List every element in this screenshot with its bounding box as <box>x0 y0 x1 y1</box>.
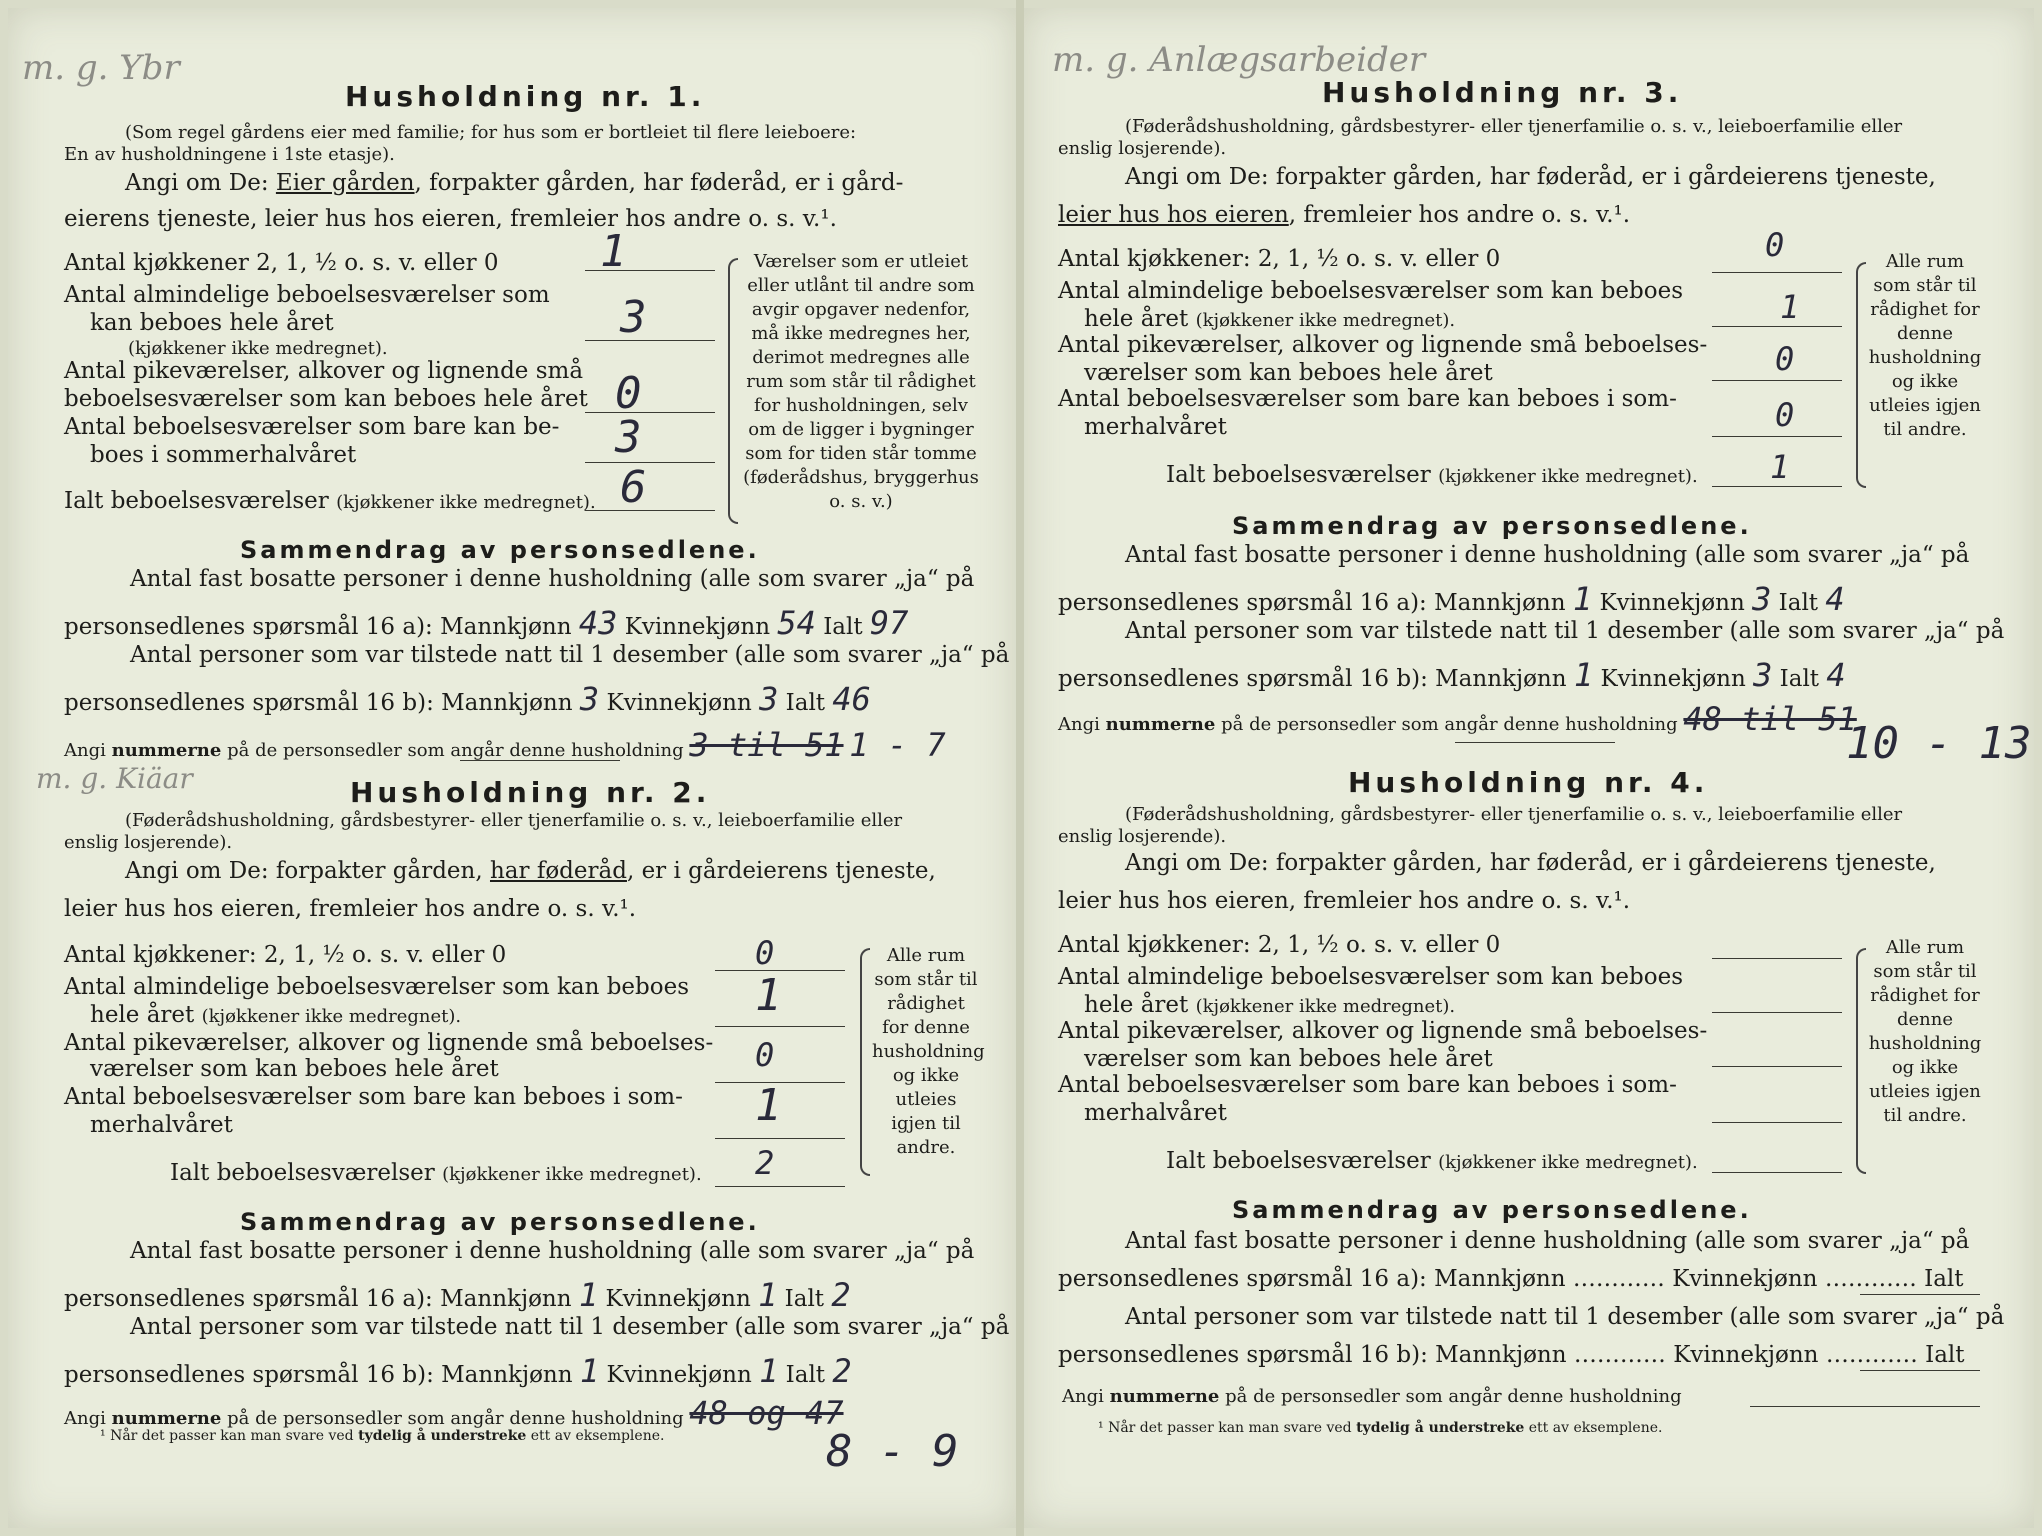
h3-s2-line2 <box>1058 656 1846 694</box>
h2-s2-men: 1 <box>579 1352 600 1390</box>
h4-answer-line <box>1712 1012 1842 1013</box>
h4-note-line2: enslig losjerende). <box>1058 826 1227 847</box>
h1-q-summer-b: boes i sommerhalvåret <box>90 442 357 468</box>
h2-q-total-label: Ialt beboelsesværelser <box>170 1160 435 1186</box>
h1-angi-line1 <box>125 170 903 196</box>
h2-s2-label: personsedlenes spørsmål 16 b): Mannkjønn <box>64 1362 573 1388</box>
h2-s1-label: personsedlenes spørsmål 16 a): Mannkjønn <box>64 1286 572 1312</box>
h2-numbers-label-c: på de personsedler som angår denne husholdning <box>227 1408 684 1429</box>
h2-s1-total: 2 <box>831 1276 851 1314</box>
h2-s1-men: 1 <box>578 1276 599 1314</box>
h1-angi-label: Angi om De: <box>125 170 269 196</box>
h2-answer-line <box>715 1138 845 1139</box>
h1-numbers-label-c: på de personsedler som angår denne husholdning <box>227 740 684 761</box>
h1-answer-kitchens: 1 <box>600 226 627 277</box>
h3-q-small-a: Antal pikeværelser, alkover og lignende små beboelses- <box>1058 332 1708 358</box>
h3-answer-summer-rooms: 0 <box>1775 396 1795 434</box>
h3-q-total-note: (kjøkkener ikke medregnet). <box>1438 466 1698 487</box>
h4-footnote-a: ¹ Når det passer kan man svare ved <box>1098 1420 1352 1436</box>
h2-q-rooms-b-label: hele året <box>90 1002 195 1028</box>
h3-numbers-struck: 48 til 51 <box>1683 700 1857 738</box>
h3-answer-line <box>1712 272 1842 273</box>
h4-numbers-label-c: på de personsedler som angår denne husholdning <box>1225 1386 1682 1407</box>
h4-title: Husholdning nr. 4. <box>1348 766 1709 799</box>
h3-s2-total-label: Ialt <box>1779 666 1820 692</box>
h3-q-rooms-b-label: hele året <box>1084 306 1189 332</box>
pencil-note-h3: m. g. Anlægsarbeider <box>1052 40 1426 80</box>
h1-s1-women: 54 <box>777 604 816 642</box>
h1-q-kitchens: Antal kjøkkener 2, 1, ½ o. s. v. eller 0 <box>64 250 499 276</box>
h4-s2-label: personsedlenes spørsmål 16 b): Mannkjønn <box>1058 1342 1567 1368</box>
h2-angi-selected: har føderåd <box>489 858 627 884</box>
h4-s2-line2 <box>1058 1342 1965 1368</box>
h3-s1-women-label: Kvinnekjønn <box>1599 590 1745 616</box>
h2-brace <box>860 948 870 1176</box>
h1-answer-small-rooms: 0 <box>615 368 642 419</box>
h1-numbers-label-b: nummerne <box>111 740 222 761</box>
h1-s2-total-label: Ialt <box>785 690 826 716</box>
h3-s2-women-label: Kvinnekjønn <box>1600 666 1746 692</box>
h3-angi-rest: , fremleier hos andre o. s. v.¹. <box>1288 202 1631 228</box>
h2-footnote-a: ¹ Når det passer kan man svare ved <box>100 1428 354 1444</box>
h4-q-summer-b: merhalvåret <box>1084 1100 1227 1126</box>
h4-angi-line2: leier hus hos eieren, fremleier hos andre o. s. v.¹. <box>1058 888 1631 914</box>
h3-q-summer-b: merhalvåret <box>1084 414 1227 440</box>
h1-s2-total: 46 <box>832 680 871 718</box>
h3-q-rooms-b-note: (kjøkkener ikke medregnet). <box>1195 310 1456 331</box>
h4-s2-women-blank: ………… <box>1825 1342 1918 1368</box>
h4-q-total <box>1166 1148 1698 1174</box>
h4-s1-label: personsedlenes spørsmål 16 a): Mannkjønn <box>1058 1266 1566 1292</box>
h1-s2-men: 3 <box>579 680 600 718</box>
h3-end-rule <box>1455 742 1615 743</box>
h4-q-small-b: værelser som kan beboes hele året <box>1084 1046 1493 1072</box>
h3-brace <box>1856 262 1866 488</box>
h2-s2-line1: Antal personer som var tilstede natt til 1 desember (alle som svarer „ja“ på <box>130 1314 1010 1340</box>
h3-q-rooms-a: Antal almindelige beboelsesværelser som kan beboes <box>1058 278 1684 304</box>
h3-s2-label: personsedlenes spørsmål 16 b): Mannkjønn <box>1058 666 1567 692</box>
h2-q-total-note: (kjøkkener ikke medregnet). <box>442 1164 702 1185</box>
h2-q-small-b: værelser som kan beboes hele året <box>90 1056 499 1082</box>
h1-answer-rooms: 3 <box>620 292 647 343</box>
h4-s1-women-label: Kvinnekjønn <box>1672 1266 1818 1292</box>
h2-answer-total: 2 <box>755 1144 775 1182</box>
h2-answer-small-rooms: 0 <box>755 1036 775 1074</box>
h3-q-total <box>1166 462 1698 488</box>
h1-q-total-note: (kjøkkener ikke medregnet). <box>336 492 596 513</box>
h1-summary-title: Sammendrag av personsedlene. <box>240 536 760 564</box>
h1-s2-women: 3 <box>759 680 779 718</box>
h1-q-rooms-b: kan beboes hele året <box>90 310 334 336</box>
h2-s2-line2 <box>64 1352 852 1390</box>
h3-answer-line <box>1712 486 1842 487</box>
h2-q-total <box>170 1160 702 1186</box>
h2-answer-rooms: 1 <box>755 970 782 1021</box>
h1-answer-line <box>585 412 715 413</box>
h4-q-rooms-b <box>1084 992 1455 1018</box>
h3-s1-total-label: Ialt <box>1778 590 1819 616</box>
h3-s1-line1: Antal fast bosatte personer i denne husholdning (alle som svarer „ja“ på <box>1125 542 1970 568</box>
h4-summary-title: Sammendrag av personsedlene. <box>1232 1196 1752 1224</box>
h3-answer-total: 1 <box>1770 448 1790 486</box>
h3-answer-line <box>1712 326 1842 327</box>
h3-q-rooms-b <box>1084 306 1455 332</box>
h3-q-summer-a: Antal beboelsesværelser som bare kan beboes i som- <box>1058 386 1677 412</box>
h1-title: Husholdning nr. 1. <box>345 80 706 113</box>
h3-numbers-label-a: Angi <box>1058 714 1100 735</box>
h3-numbers-label-c: på de personsedler som angår denne husholdning <box>1221 714 1678 735</box>
h2-s1-women-label: Kvinnekjønn <box>605 1286 751 1312</box>
h3-side-note: Alle rum som står til rådighet for denne husholdning og ikke utleies igjen til andre. <box>1868 251 1982 440</box>
h4-s2-total-line <box>1860 1370 1980 1371</box>
h1-s2-women-label: Kvinnekjønn <box>606 690 752 716</box>
h1-q-total-label: Ialt beboelsesværelser <box>64 488 329 514</box>
h3-s1-women: 3 <box>1752 580 1772 618</box>
h3-numbers-label-b: nummerne <box>1105 714 1216 735</box>
page-fold <box>1016 0 1024 1536</box>
h4-q-rooms-a: Antal almindelige beboelsesværelser som kan beboes <box>1058 964 1684 990</box>
h1-s1-men: 43 <box>578 604 618 642</box>
h4-answer-line <box>1712 1172 1842 1173</box>
h4-q-kitchens: Antal kjøkkener: 2, 1, ½ o. s. v. eller 0 <box>1058 932 1501 958</box>
h3-answer-kitchens: 0 <box>1765 226 1785 264</box>
h3-answer-line <box>1712 436 1842 437</box>
h3-s1-line2 <box>1058 580 1845 618</box>
h2-numbers-value: 8 - 9 <box>826 1426 959 1477</box>
h1-note-line1: (Som regel gårdens eier med familie; for hus som er bortleiet til flere leieboere: <box>125 122 857 143</box>
h3-q-total-label: Ialt beboelsesværelser <box>1166 462 1431 488</box>
h4-answer-line <box>1712 1066 1842 1067</box>
h1-numbers-label-a: Angi <box>64 740 106 761</box>
h2-answer-line <box>715 1186 845 1187</box>
h1-s1-women-label: Kvinnekjønn <box>624 614 771 640</box>
h1-numbers-line <box>64 726 946 764</box>
h4-numbers-line <box>1062 1386 1682 1407</box>
h4-answer-line <box>1712 958 1842 959</box>
h2-q-summer-a: Antal beboelsesværelser som bare kan beboes i som- <box>64 1084 683 1110</box>
h1-angi-rest: , forpakter gården, har føderåd, er i gård- <box>414 170 904 196</box>
h2-s2-women-label: Kvinnekjønn <box>606 1362 752 1388</box>
h2-numbers-label-a: Angi <box>64 1408 106 1429</box>
h2-angi-line2: leier hus hos eieren, fremleier hos andre o. s. v.¹. <box>64 896 637 922</box>
h2-footnote-b: tydelig å understreke <box>358 1428 527 1444</box>
h1-brace <box>728 258 738 524</box>
h4-answer-line <box>1712 1122 1842 1123</box>
h4-s2-line1: Antal personer som var tilstede natt til 1 desember (alle som svarer „ja“ på <box>1125 1304 2005 1330</box>
h1-q-summer-a: Antal beboelsesværelser som bare kan be- <box>64 414 560 440</box>
h3-s1-total: 4 <box>1825 580 1845 618</box>
h4-angi-line1: Angi om De: forpakter gården, har føderåd, er i gårdeierens tjeneste, <box>1125 850 1936 876</box>
h3-angi-selected: leier hus hos eieren <box>1058 202 1289 228</box>
h4-footnote-c: ett av eksemplene. <box>1528 1420 1663 1436</box>
h2-s1-line2 <box>64 1276 851 1314</box>
h2-q-small-a: Antal pikeværelser, alkover og lignende små beboelses- <box>64 1030 714 1056</box>
h1-angi-line2: eierens tjeneste, leier hus hos eieren, fremleier hos andre o. s. v.¹. <box>64 206 837 232</box>
h1-q-small-a: Antal pikeværelser, alkover og lignende små <box>64 358 584 384</box>
h2-title: Husholdning nr. 2. <box>350 776 711 809</box>
h3-answer-line <box>1712 380 1842 381</box>
h3-angi-line2 <box>1058 202 1630 228</box>
h2-s1-total-label: Ialt <box>784 1286 825 1312</box>
h2-s1-women: 1 <box>758 1276 778 1314</box>
h2-footnote-c: ett av eksemplene. <box>530 1428 665 1444</box>
h2-side-note: Alle rum som står til rådighet for denne husholdning og ikke utleies igjen til andre. <box>872 945 985 1158</box>
h1-s2-label: personsedlenes spørsmål 16 b): Mannkjønn <box>64 690 573 716</box>
h4-s1-total-line <box>1860 1294 1980 1295</box>
h4-q-rooms-b-label: hele året <box>1084 992 1189 1018</box>
h1-q-rooms-c: (kjøkkener ikke medregnet). <box>128 338 388 359</box>
h2-numbers-struck: 48 og 47 <box>689 1394 844 1432</box>
h1-numbers-struck: 3 til 51 <box>689 726 844 764</box>
h4-q-small-a: Antal pikeværelser, alkover og lignende små beboelses- <box>1058 1018 1708 1044</box>
h1-s2-line1: Antal personer som var tilstede natt til 1 desember (alle som svarer „ja“ på <box>130 642 1010 668</box>
h2-q-rooms-b <box>90 1002 461 1028</box>
h3-angi-line1: Angi om De: forpakter gården, har føderåd, er i gårdeierens tjeneste, <box>1125 164 1936 190</box>
h4-s1-line2 <box>1058 1266 1964 1292</box>
h4-s2-total-label: Ialt <box>1925 1342 1965 1368</box>
h4-footnote <box>1098 1420 1662 1436</box>
h2-note-line1: (Føderådshusholdning, gårdsbestyrer- eller tjenerfamilie o. s. v., leieboerfamilie eller <box>125 810 903 831</box>
h4-numbers-label-a: Angi <box>1062 1386 1104 1407</box>
h1-s2-line2 <box>64 680 871 718</box>
h1-answer-line <box>585 462 715 463</box>
h3-note-line1: (Føderådshusholdning, gårdsbestyrer- eller tjenerfamilie o. s. v., leieboerfamilie eller <box>1125 116 1903 137</box>
h4-s1-total-label: Ialt <box>1924 1266 1964 1292</box>
h3-s2-total: 4 <box>1826 656 1846 694</box>
h1-q-rooms-a: Antal almindelige beboelsesværelser som <box>64 282 550 308</box>
h2-numbers-label-b: nummerne <box>111 1408 222 1429</box>
h2-q-rooms-b-note: (kjøkkener ikke medregnet). <box>201 1006 462 1027</box>
h1-s1-label: personsedlenes spørsmål 16 a): Mannkjønn <box>64 614 572 640</box>
h1-answer-total: 6 <box>620 462 647 513</box>
h4-s2-women-label: Kvinnekjønn <box>1673 1342 1819 1368</box>
pencil-note-h1: m. g. Ybr <box>22 48 180 88</box>
h4-q-total-label: Ialt beboelsesværelser <box>1166 1148 1431 1174</box>
h4-s1-men-blank: ………… <box>1572 1266 1665 1292</box>
h2-answer-line <box>715 1026 845 1027</box>
h4-note-line1: (Føderådshusholdning, gårdsbestyrer- eller tjenerfamilie o. s. v., leieboerfamilie eller <box>1125 804 1903 825</box>
h4-s1-line1: Antal fast bosatte personer i denne husholdning (alle som svarer „ja“ på <box>1125 1228 1970 1254</box>
h1-numbers-value: 1 - 7 <box>849 726 946 764</box>
h4-numbers-line-blank <box>1750 1406 1980 1407</box>
h4-s1-women-blank: ………… <box>1824 1266 1917 1292</box>
h2-s2-total: 2 <box>832 1352 852 1390</box>
h1-answer-summer-rooms: 3 <box>615 412 642 463</box>
h3-title: Husholdning nr. 3. <box>1322 76 1683 109</box>
h3-numbers-line <box>1058 700 1857 738</box>
h3-answer-rooms: 1 <box>1780 288 1800 326</box>
h4-q-summer-a: Antal beboelsesværelser som bare kan beboes i som- <box>1058 1072 1677 1098</box>
h3-s1-label: personsedlenes spørsmål 16 a): Mannkjønn <box>1058 590 1566 616</box>
h4-footnote-b: tydelig å understreke <box>1356 1420 1525 1436</box>
h3-s2-men: 1 <box>1573 656 1594 694</box>
h3-numbers-value: 10 - 13 <box>1846 718 2032 769</box>
h3-q-small-b: værelser som kan beboes hele året <box>1084 360 1493 386</box>
h2-angi-line1 <box>125 858 936 884</box>
h2-q-kitchens: Antal kjøkkener: 2, 1, ½ o. s. v. eller 0 <box>64 942 507 968</box>
h3-summary-title: Sammendrag av personsedlene. <box>1232 512 1752 540</box>
h4-q-total-note: (kjøkkener ikke medregnet). <box>1438 1152 1698 1173</box>
h3-s1-men: 1 <box>1572 580 1593 618</box>
h3-s2-women: 3 <box>1753 656 1773 694</box>
h3-answer-small-rooms: 0 <box>1775 340 1795 378</box>
h3-q-kitchens: Antal kjøkkener: 2, 1, ½ o. s. v. eller 0 <box>1058 246 1501 272</box>
h1-answer-line <box>585 340 715 341</box>
h2-numbers-line <box>64 1394 844 1432</box>
h1-s1-total: 97 <box>869 604 909 642</box>
h2-angi-rest: , er i gårdeierens tjeneste, <box>626 858 936 884</box>
h1-s1-total-label: Ialt <box>823 614 863 640</box>
h2-answer-summer-rooms: 1 <box>755 1080 782 1131</box>
h1-q-small-b: beboelsesværelser som kan beboes hele året <box>64 386 588 412</box>
h3-note-line2: enslig losjerende). <box>1058 138 1227 159</box>
h4-side-note: Alle rum som står til rådighet for denne husholdning og ikke utleies igjen til andre. <box>1868 937 1982 1126</box>
h4-numbers-label-b: nummerne <box>1109 1386 1220 1407</box>
h2-q-summer-b: merhalvåret <box>90 1112 233 1138</box>
h3-s2-line1: Antal personer som var tilstede natt til 1 desember (alle som svarer „ja“ på <box>1125 618 2005 644</box>
h2-s2-women: 1 <box>759 1352 779 1390</box>
h2-angi-label: Angi om De: forpakter gården, <box>125 858 483 884</box>
h2-summary-title: Sammendrag av personsedlene. <box>240 1208 760 1236</box>
h1-end-rule <box>460 760 620 761</box>
h2-s1-line1: Antal fast bosatte personer i denne husholdning (alle som svarer „ja“ på <box>130 1238 975 1264</box>
h4-brace <box>1856 948 1866 1174</box>
pencil-note-h2: m. g. Kiäar <box>36 762 193 795</box>
h2-answer-kitchens: 0 <box>755 934 775 972</box>
h1-side-note: Værelser som er utleiet eller utlånt til andre som avgir opgaver nedenfor, må ikke medregnes her, derimot medregnes alle rum som står til rådighet for husholdningen, selv om de ligger i bygninger som for tiden står tomme (føderådshus, bryggerhus o. s. v.) <box>743 251 979 512</box>
h1-s1-line1: Antal fast bosatte personer i denne husholdning (alle som svarer „ja“ på <box>130 566 975 592</box>
h2-q-rooms-a: Antal almindelige beboelsesværelser som kan beboes <box>64 974 690 1000</box>
h4-q-rooms-b-note: (kjøkkener ikke medregnet). <box>1195 996 1456 1017</box>
h1-note-line2: En av husholdningene i 1ste etasje). <box>64 144 395 165</box>
h1-s1-line2 <box>64 604 908 642</box>
h2-footnote <box>100 1428 664 1444</box>
h4-s2-men-blank: ………… <box>1573 1342 1666 1368</box>
h1-answer-line <box>585 510 715 511</box>
h1-angi-selected: Eier gården <box>275 170 415 196</box>
h2-note-line2: enslig losjerende). <box>64 832 233 853</box>
h2-s2-total-label: Ialt <box>785 1362 826 1388</box>
h1-q-total <box>64 488 596 514</box>
